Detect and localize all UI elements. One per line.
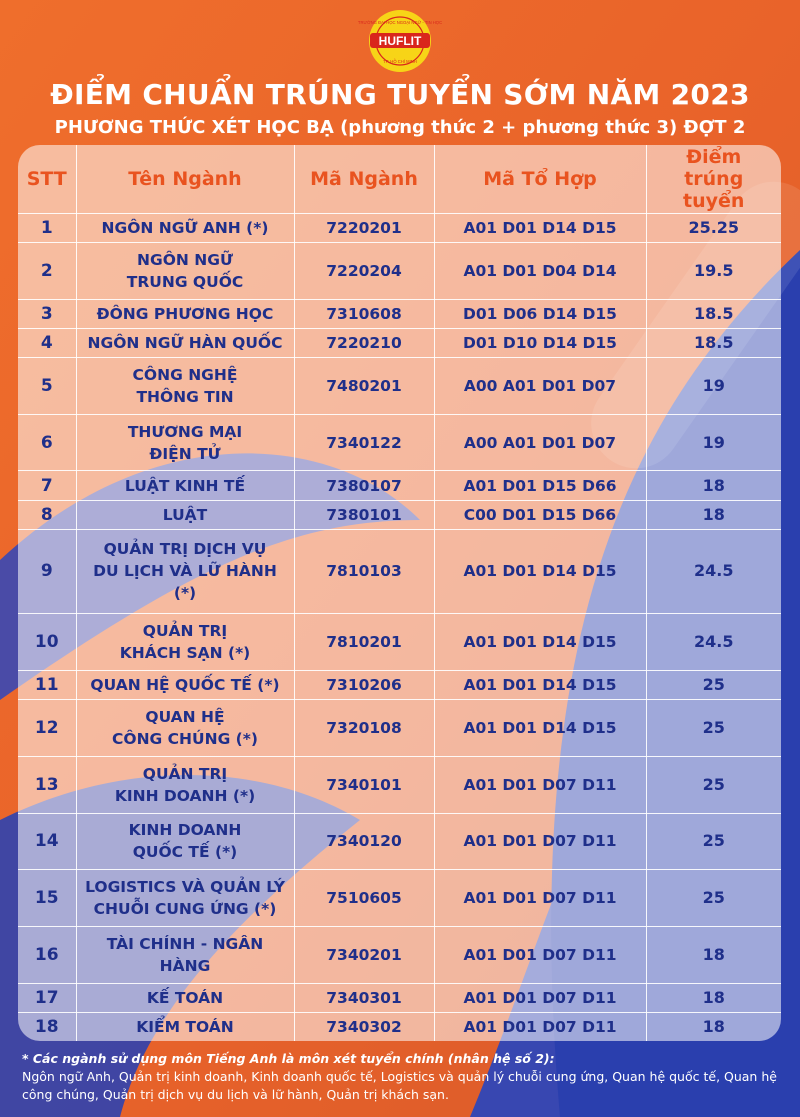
row-score: 18	[646, 983, 781, 1012]
row-major-name	[76, 983, 294, 1012]
table-row	[18, 983, 781, 1012]
row-major-name	[76, 614, 294, 671]
row-major-name-line2: QUỐC TẾ (*)	[132, 843, 238, 862]
row-major-name	[76, 214, 294, 243]
row-stt: 10	[18, 614, 76, 671]
row-major-name-line1: NGÔN NGỮ	[137, 250, 233, 269]
row-major-name	[76, 529, 294, 614]
row-stt: 15	[18, 870, 76, 927]
row-major-code: 7340122	[294, 414, 434, 471]
logo-top-text: TRƯỜNG ĐẠI HỌC NGOẠI NGỮ - TIN HỌC	[357, 20, 443, 25]
row-major-name-line1: CÔNG NGHỆ	[132, 365, 238, 384]
row-stt: 1	[18, 214, 76, 243]
row-score: 19	[646, 357, 781, 414]
row-major-name	[76, 328, 294, 357]
table-row	[18, 414, 781, 471]
row-subject-combo: A01 D01 D14 D15	[434, 699, 646, 756]
row-score: 19	[646, 414, 781, 471]
table-header-row	[18, 145, 781, 214]
header-score	[646, 145, 781, 214]
row-major-name-line1: TÀI CHÍNH - NGÂN HÀNG	[106, 935, 264, 976]
row-major-code: 7340301	[294, 983, 434, 1012]
row-score: 18	[646, 1012, 781, 1041]
row-major-name	[76, 670, 294, 699]
table-row	[18, 299, 781, 328]
row-major-code: 7340120	[294, 813, 434, 870]
row-major-name	[76, 414, 294, 471]
row-major-name-line1: LUẬT	[162, 505, 208, 524]
page-subtitle: PHƯƠNG THỨC XÉT HỌC BẠ (phương thức 2 + phương thức 3) ĐỢT 2	[54, 117, 746, 138]
header-code: Mã Ngành	[294, 145, 434, 214]
table-row	[18, 699, 781, 756]
row-major-code: 7810201	[294, 614, 434, 671]
row-major-name-line2: ĐIỆN TỬ	[149, 444, 221, 463]
row-major-name-line2: KHÁCH SẠN (*)	[119, 644, 251, 663]
row-score: 25.25	[646, 214, 781, 243]
row-major-code: 7310608	[294, 299, 434, 328]
table-row	[18, 243, 781, 300]
row-score: 18	[646, 471, 781, 500]
row-major-code: 7380107	[294, 471, 434, 500]
row-major-name	[76, 699, 294, 756]
table-row	[18, 870, 781, 927]
row-major-name	[76, 299, 294, 328]
row-major-code: 7810103	[294, 529, 434, 614]
logo-name: HUFLIT	[378, 34, 422, 48]
row-major-name	[76, 243, 294, 300]
table-row	[18, 500, 781, 529]
row-subject-combo: A01 D01 D04 D14	[434, 243, 646, 300]
row-major-name-line2: THÔNG TIN	[136, 387, 234, 406]
footnote	[22, 1050, 782, 1104]
row-score: 25	[646, 670, 781, 699]
row-major-name	[76, 870, 294, 927]
row-stt: 16	[18, 927, 76, 984]
row-major-name-line1: QUẢN TRỊ	[142, 764, 228, 783]
row-major-name-line1: KIỂM TOÁN	[136, 1017, 234, 1036]
row-major-name	[76, 357, 294, 414]
row-major-name	[76, 1012, 294, 1041]
row-subject-combo: A01 D01 D07 D11	[434, 813, 646, 870]
row-major-code: 7510605	[294, 870, 434, 927]
table-row	[18, 670, 781, 699]
row-stt: 2	[18, 243, 76, 300]
row-score: 25	[646, 699, 781, 756]
row-score: 18.5	[646, 328, 781, 357]
header-stt: STT	[18, 145, 76, 214]
row-subject-combo: A01 D01 D14 D15	[434, 529, 646, 614]
row-score: 18.5	[646, 299, 781, 328]
row-major-name-line1: NGÔN NGỮ ANH (*)	[101, 219, 269, 238]
row-subject-combo: A01 D01 D14 D15	[434, 214, 646, 243]
row-stt: 17	[18, 983, 76, 1012]
row-major-name-line1: QUẢN TRỊ	[142, 622, 228, 641]
row-subject-combo: D01 D06 D14 D15	[434, 299, 646, 328]
row-major-name-line2: CHUỖI CUNG ỨNG (*)	[93, 900, 277, 919]
row-stt: 12	[18, 699, 76, 756]
header-combo: Mã Tổ Hợp	[434, 145, 646, 214]
huflit-logo	[352, 8, 448, 74]
row-subject-combo: A01 D01 D07 D11	[434, 870, 646, 927]
row-stt: 13	[18, 756, 76, 813]
row-score: 19.5	[646, 243, 781, 300]
row-major-name	[76, 756, 294, 813]
row-score: 18	[646, 500, 781, 529]
row-major-name-line1: KẾ TOÁN	[146, 988, 224, 1007]
page-title: ĐIỂM CHUẨN TRÚNG TUYỂN SỚM NĂM 2023	[50, 78, 750, 111]
row-major-name	[76, 813, 294, 870]
row-subject-combo: C00 D01 D15 D66	[434, 500, 646, 529]
header-name: Tên Ngành	[76, 145, 294, 214]
row-subject-combo: A01 D01 D07 D11	[434, 756, 646, 813]
table-row	[18, 1012, 781, 1041]
row-subject-combo: A01 D01 D14 D15	[434, 670, 646, 699]
footnote-heading: * Các ngành sử dụng môn Tiếng Anh là môn xét tuyển chính (nhân hệ số 2):	[22, 1051, 555, 1066]
row-score: 18	[646, 927, 781, 984]
row-subject-combo: A01 D01 D07 D11	[434, 1012, 646, 1041]
row-major-name-line1: QUAN HỆ	[145, 707, 225, 726]
logo-bottom-text: TP. HỒ CHÍ MINH	[383, 59, 417, 64]
table-row	[18, 529, 781, 614]
row-major-code: 7220210	[294, 328, 434, 357]
admission-score-table	[18, 145, 781, 1041]
row-stt: 7	[18, 471, 76, 500]
row-stt: 4	[18, 328, 76, 357]
row-stt: 3	[18, 299, 76, 328]
row-stt: 5	[18, 357, 76, 414]
row-stt: 14	[18, 813, 76, 870]
row-subject-combo: A01 D01 D15 D66	[434, 471, 646, 500]
row-major-name-line2: KINH DOANH (*)	[114, 786, 256, 805]
header-score-line2: trúng tuyển	[683, 168, 745, 212]
row-major-name-line1: THƯƠNG MẠI	[127, 422, 243, 441]
row-major-name-line1: LOGISTICS VÀ QUẢN LÝ	[85, 878, 285, 897]
row-major-name	[76, 471, 294, 500]
row-subject-combo: A01 D01 D14 D15	[434, 614, 646, 671]
row-subject-combo: A01 D01 D07 D11	[434, 983, 646, 1012]
row-score: 25	[646, 756, 781, 813]
table-row	[18, 214, 781, 243]
table-row	[18, 756, 781, 813]
row-major-name	[76, 927, 294, 984]
row-score: 24.5	[646, 529, 781, 614]
row-subject-combo: A01 D01 D07 D11	[434, 927, 646, 984]
row-subject-combo: D01 D10 D14 D15	[434, 328, 646, 357]
row-major-code: 7220201	[294, 214, 434, 243]
row-major-code: 7320108	[294, 699, 434, 756]
row-major-name-line1: LUẬT KINH TẾ	[124, 476, 246, 495]
row-subject-combo: A00 A01 D01 D07	[434, 414, 646, 471]
row-major-code: 7310206	[294, 670, 434, 699]
table-row	[18, 813, 781, 870]
row-stt: 9	[18, 529, 76, 614]
row-major-code: 7340101	[294, 756, 434, 813]
header-score-line1: Điểm	[686, 146, 742, 168]
footnote-body: Ngôn ngữ Anh, Quản trị kinh doanh, Kinh doanh quốc tế, Logistics và quản lý chuỗi cung ứng, Quan hệ quốc tế, Quan hệ công chúng, Quản trị dịch vụ du lịch và lữ hành, Quản trị khách sạn.	[22, 1069, 777, 1102]
row-stt: 8	[18, 500, 76, 529]
row-major-name-line1: QUAN HỆ QUỐC TẾ (*)	[90, 675, 280, 694]
row-major-code: 7340201	[294, 927, 434, 984]
table-row	[18, 328, 781, 357]
row-score: 25	[646, 870, 781, 927]
row-major-code: 7340302	[294, 1012, 434, 1041]
row-major-name-line2: DU LỊCH VÀ LỮ HÀNH (*)	[93, 562, 277, 603]
row-major-name-line1: QUẢN TRỊ DỊCH VỤ	[103, 540, 267, 559]
row-major-name-line1: NGÔN NGỮ HÀN QUỐC	[87, 333, 283, 352]
row-stt: 6	[18, 414, 76, 471]
row-score: 25	[646, 813, 781, 870]
table-row	[18, 357, 781, 414]
row-major-name-line2: TRUNG QUỐC	[126, 272, 244, 291]
row-major-code: 7380101	[294, 500, 434, 529]
row-stt: 11	[18, 670, 76, 699]
table-row	[18, 471, 781, 500]
table-row	[18, 927, 781, 984]
row-major-code: 7220204	[294, 243, 434, 300]
row-major-code: 7480201	[294, 357, 434, 414]
row-major-name-line1: KINH DOANH	[128, 821, 242, 840]
table-row	[18, 614, 781, 671]
row-stt: 18	[18, 1012, 76, 1041]
row-major-name	[76, 500, 294, 529]
row-subject-combo: A00 A01 D01 D07	[434, 357, 646, 414]
row-major-name-line2: CÔNG CHÚNG (*)	[112, 729, 258, 748]
row-score: 24.5	[646, 614, 781, 671]
row-major-name-line1: ĐÔNG PHƯƠNG HỌC	[96, 304, 274, 323]
